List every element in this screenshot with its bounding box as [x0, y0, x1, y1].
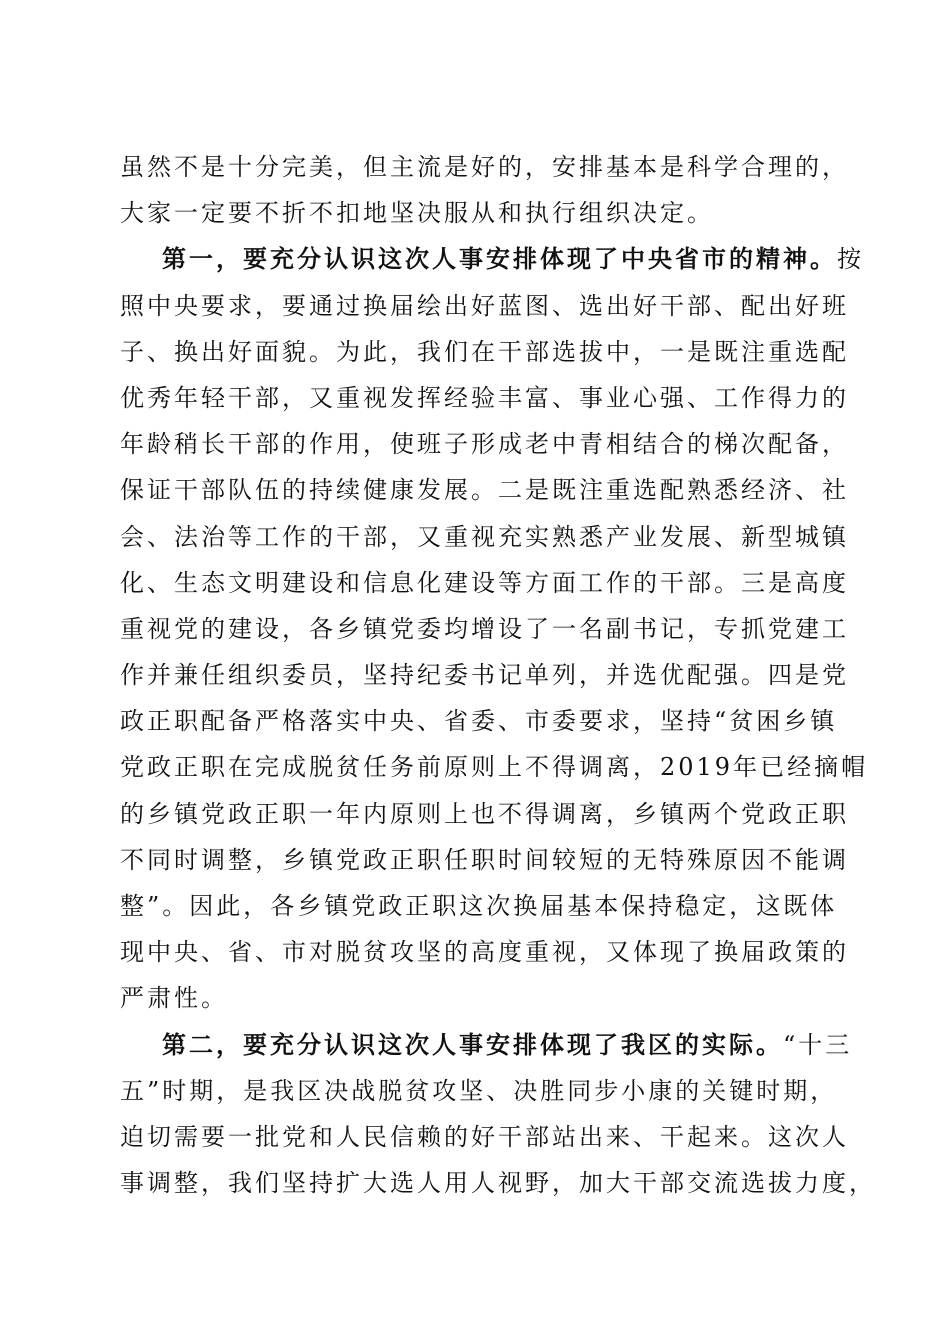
text-line: 虽然不是十分完美，但主流是好的，安排基本是科学合理的，: [120, 153, 849, 181]
document-page: [120, 144, 876, 1206]
text-line: 现中央、省、市对脱贫攻坚的高度重视，又体现了换届政策的: [120, 938, 849, 967]
text-line: 作并兼任组织委员，坚持纪委书记单列，并选优配强。四是党: [120, 661, 849, 690]
text-line: 保证干部队伍的持续健康发展。二是既注重选配熟悉经济、社: [120, 476, 849, 505]
section-heading-line: [120, 1022, 853, 1068]
section-heading-line: [120, 236, 864, 282]
section-heading-second: 第二，要充分认识这次人事安排体现了我区的实际。: [162, 1029, 783, 1059]
text-run: “十三: [783, 1030, 853, 1059]
text-line: 会、法治等工作的干部，又重视充实熟悉产业发展、新型城镇: [120, 522, 849, 551]
text-line: 优秀年轻干部，又重视发挥经验丰富、事业心强、工作得力的: [120, 383, 849, 412]
text-line: 重视党的建设，各乡镇党委均增设了一名副书记，专抓党建工: [120, 614, 849, 643]
section-heading-first: 第一，要充分认识这次人事安排体现了中央省市的精神。: [162, 244, 837, 274]
text-line: 照中央要求，要通过换届绘出好蓝图、选出好干部、配出好班: [120, 291, 849, 320]
text-line: 的乡镇党政正职一年内原则上也不得调离，乡镇两个党政正职: [120, 799, 849, 828]
text-run: 按: [837, 245, 864, 274]
text-line: 迫切需要一批党和人民信赖的好干部站出来、干起来。这次人: [120, 1122, 849, 1151]
text-line: 化、生态文明建设和信息化建设等方面工作的干部。三是高度: [120, 568, 849, 597]
text-line: 不同时调整，乡镇党政正职任职时间较短的无特殊原因不能调: [120, 845, 849, 874]
text-line: 整”。因此，各乡镇党政正职这次换届基本保持稳定，这既体: [120, 892, 838, 920]
text-line: 五”时期，是我区决战脱贫攻坚、决胜同步小康的关键时期，: [120, 1076, 838, 1105]
text-line: 严肃性。: [120, 984, 228, 1013]
text-line: 子、换出好面貌。为此，我们在干部选拔中，一是既注重选配: [120, 337, 849, 366]
text-line: 年龄稍长干部的作用，使班子形成老中青相结合的梯次配备，: [120, 430, 849, 459]
text-line: 事调整，我们坚持扩大选人用人视野，加大干部交流选拔力度，: [120, 1169, 876, 1198]
text-line: 党政正职在完成脱贫任务前原则上不得调离，2019年已经摘帽: [120, 753, 869, 782]
text-line: 大家一定要不折不扣地坚决服从和执行组织决定。: [120, 199, 714, 228]
text-line: 政正职配备严格落实中央、省委、市委要求，坚持“贫困乡镇: [120, 707, 838, 736]
